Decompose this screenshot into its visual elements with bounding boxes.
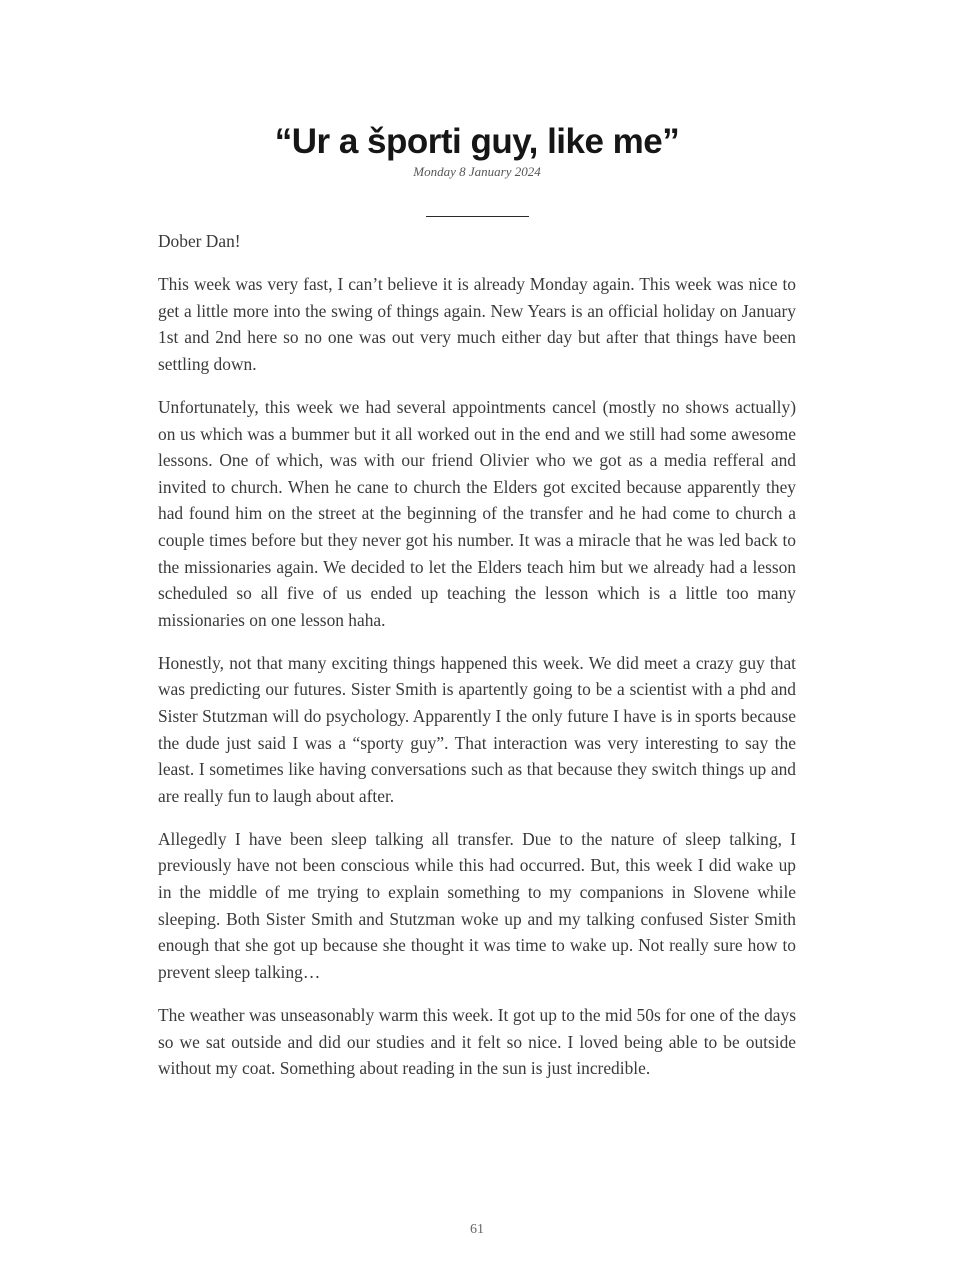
page-number: 61 [470, 1222, 484, 1237]
body-paragraph: Allegedly I have been sleep talking all transfer. Due to the nature of sleep talking, I previously have not been conscious while this had occurred. But, this week I did wake up in the middle of me trying to explain something to my companions in Slovene while sleeping. Both Sister Smith and Stutzman woke up and my talking confused Sister Smith enough that she got up because she thought it was time to wake up. Not really sure how to prevent sleep talking… [158, 828, 796, 982]
body-text [158, 228, 796, 1098]
date-line: Monday 8 January 2024 [413, 164, 541, 179]
body-paragraph: Unfortunately, this week we had several appointments cancel (mostly no shows actually) on us which was a bummer but it all worked out in the end and we still had some awesome lessons. One of which, was with our friend Olivier who we got as a media refferal and invited to church. When he cane to church the Elders got excited because apparently they had found him on the street at the beginning of the transfer and he had come to church a couple times before but they never got his number. It was a miracle that he was led back to the missionaries again. We decided to let the Elders teach him but we already had a lesson scheduled so all five of us ended up teaching the lesson which is a little too many missionaries on one lesson haha. [158, 396, 796, 630]
body-paragraph: The weather was unseasonably warm this week. It got up to the mid 50s for one of the days so we sat outside and did our studies and it felt so nice. I loved being able to be outside without my coat. Something about reading in the sun is just incredible. [158, 1004, 796, 1079]
page-title: “Ur a športi guy, like me” [274, 122, 680, 161]
body-paragraph: Honestly, not that many exciting things happened this week. We did meet a crazy guy that was predicting our futures. Sister Smith is apartently going to be a scientist with a phd and Sister Stutzman will do psychology. Apparently I the only future I have is in sports because the dude just said I was a “sporty guy”. That interaction was very interesting to say the least. I sometimes like having conversations such as that because they switch things up and are really fun to laugh about after. [158, 652, 796, 806]
title-divider [426, 216, 529, 217]
greeting-paragraph: Dober Dan! [158, 231, 241, 251]
body-paragraph: This week was very fast, I can’t believe it is already Monday again. This week was nice to get a little more into the swing of things again. New Years is an official holiday on January 1st and 2nd here so no one was out very much either day but after that things have been settling down. [158, 274, 796, 374]
